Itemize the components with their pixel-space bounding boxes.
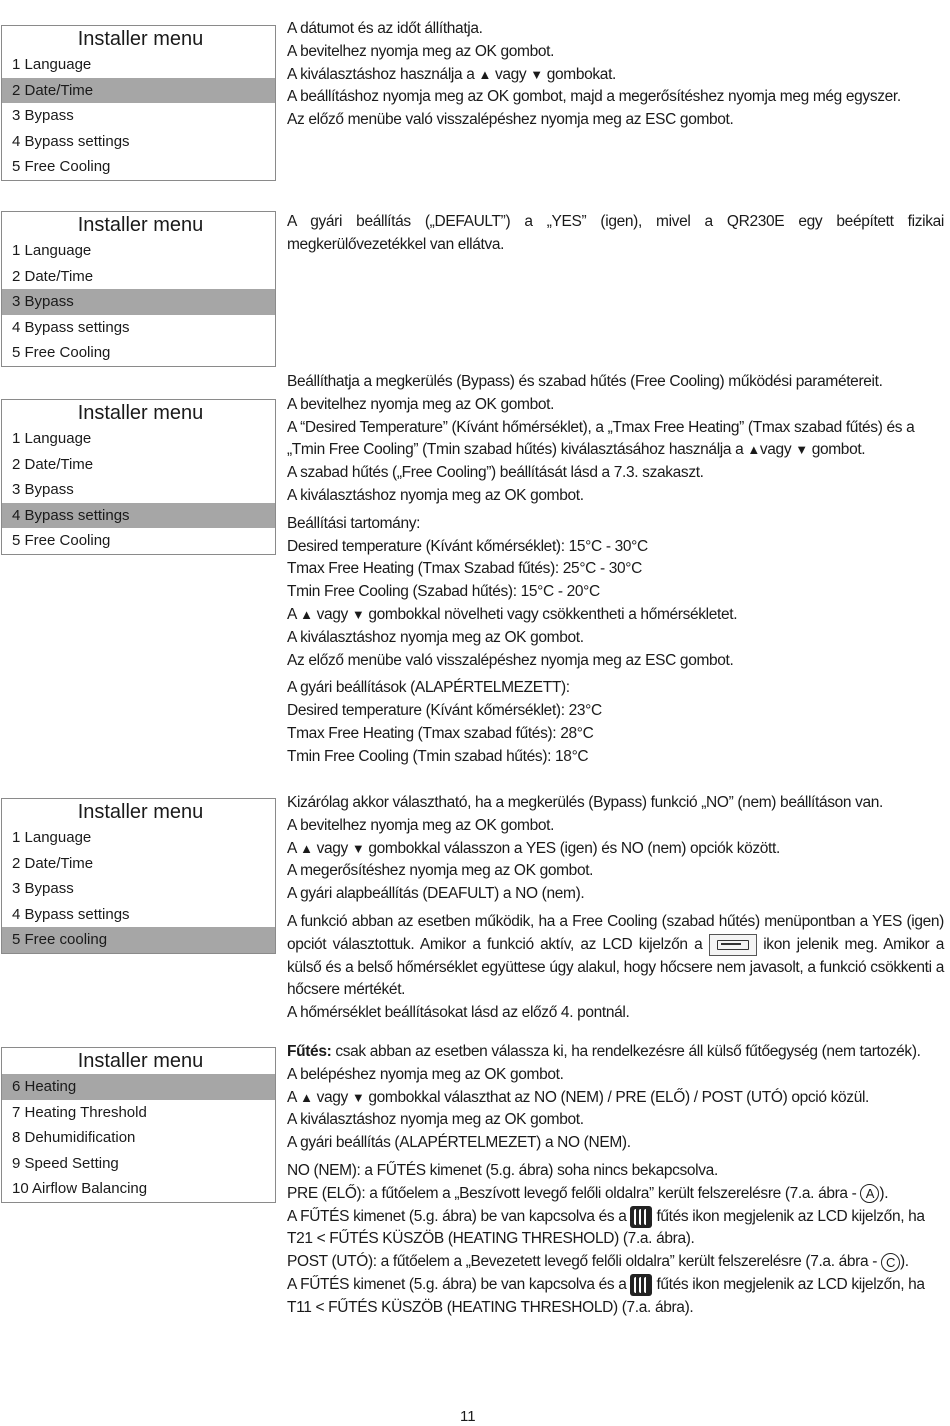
- text-line: Tmin Free Cooling (Tmin szabad hűtés): 18°C: [287, 747, 589, 765]
- menu-item-language: 1 Language: [12, 430, 92, 447]
- section-bypass-settings-text: [287, 371, 944, 769]
- text-line: A belépéshez nyomja meg az OK gombot.: [287, 1065, 564, 1083]
- text-line: A kiválasztáshoz nyomja meg az OK gombot.: [287, 628, 584, 646]
- text-line: A bevitelhez nyomja meg az OK gombot.: [287, 42, 555, 60]
- menu-item-free-cooling: 5 Free Cooling: [12, 158, 111, 176]
- section-heating-text: [287, 1041, 944, 1320]
- menu-item-bypass-settings: 4 Bypass settings: [2, 503, 275, 529]
- text-line: A ▲ vagy ▼ gombokkal növelheti vagy csökkentheti a hőmérsékletet.: [287, 605, 738, 623]
- text-line: Az előző menübe való visszalépéshez nyomja meg az ESC gombot.: [287, 111, 734, 129]
- down-arrow-icon: ▼: [351, 606, 365, 622]
- menu-item-bypass-settings: 4 Bypass settings: [12, 318, 130, 336]
- text-line: A szabad hűtés („Free Cooling”) beállítását lásd a 7.3. szakaszt.: [287, 464, 704, 482]
- text-line: Kizárólag akkor választható, ha a megkerülés (Bypass) funkció „NO” (nem) beállításon van.: [287, 794, 884, 811]
- down-arrow-icon: ▼: [351, 840, 365, 856]
- menu-title: Installer menu: [77, 1050, 204, 1072]
- text-line: Tmin Free Cooling (Szabad hűtés): 15°C - 20°C: [287, 583, 600, 601]
- text-line: A gyári beállítás (ALAPÉRTELMEZET) a NO (NEM).: [287, 1134, 631, 1152]
- menu-item-language: 1 Language: [12, 829, 92, 846]
- text-line: PRE (ELŐ): a fűtőelem a „Beszívott levegő felőli oldalra” került felszerelésre (7.a. ábra - A ).: [287, 1184, 889, 1202]
- menu-item-language: 1 Language: [12, 56, 92, 73]
- text-line: A kiválasztáshoz nyomja meg az OK gombot.: [287, 486, 584, 504]
- menu-item-heating: 6 Heating: [2, 1074, 275, 1100]
- text-line: A hőmérséklet beállításokat lásd az előző 4. pontnál.: [287, 1004, 630, 1022]
- heating-heading: Fűtés:: [287, 1043, 332, 1060]
- menu-item-date-time: 2 Date/Time: [12, 455, 94, 473]
- text-line: A FŰTÉS kimenet (5.g. ábra) be van kapcsolva és a fűtés ikon megjelenik az LCD kijelzőn, ha T21 < FŰTÉS KÜSZÖB (HEATING THRESHOLD) (7.a. ábra).: [287, 1206, 944, 1252]
- text-line: A FŰTÉS kimenet (5.g. ábra) be van kapcsolva és a fűtés ikon megjelenik az LCD kijelzőn, ha T11 < FŰTÉS KÜSZÖB (HEATING THRESHOLD) (7.a. ábra).: [287, 1274, 944, 1320]
- text-line: A kiválasztáshoz nyomja meg az OK gombot.: [287, 1111, 584, 1129]
- text-line: A bevitelhez nyomja meg az OK gombot.: [287, 395, 555, 413]
- menu-title: Installer menu: [77, 801, 204, 823]
- menu-item-airflow-balancing: 10 Airflow Balancing: [12, 1180, 148, 1198]
- menu-item-bypass: 3 Bypass: [12, 481, 74, 499]
- menu-item-free-cooling: 5 Free Cooling: [12, 344, 111, 362]
- up-arrow-icon: ▲: [300, 606, 313, 622]
- up-arrow-icon: ▲: [300, 1089, 313, 1105]
- text-line: A dátumot és az időt állíthatja.: [287, 20, 483, 37]
- up-arrow-icon: ▲: [300, 840, 313, 856]
- menu-title: Installer menu: [77, 214, 204, 236]
- menu-item-heating-threshold: 7 Heating Threshold: [12, 1103, 147, 1121]
- up-arrow-icon: ▲: [478, 66, 491, 82]
- text-paragraph: A gyári beállítás („DEFAULT”) a „YES” (igen), mivel a QR230E egy beépített fizikai megkerülővezetékkel van ellátva.: [287, 213, 944, 253]
- text-line: Beállítási tartomány:: [287, 514, 421, 532]
- text-line: NO (NEM): a FŰTÉS kimenet (5.g. ábra) soha nincs bekapcsolva.: [287, 1161, 718, 1179]
- section-bypass-text: [287, 211, 944, 257]
- installer-menu-3: [1, 399, 276, 555]
- section-date-time-text: [287, 18, 944, 132]
- menu-title: Installer menu: [77, 402, 204, 424]
- text-line: A ▲ vagy ▼ gombokkal választhat az NO (NEM) / PRE (ELŐ) / POST (UTÓ) opció közül.: [287, 1088, 870, 1106]
- text-line: Tmax Free Heating (Tmax szabad fűtés): 28°C: [287, 724, 594, 742]
- text-line: A “Desired Temperature” (Kívánt hőmérséklet), a „Tmax Free Heating” (Tmax szabad fűtés) és a „Tmin Free Cooling” (Tmin szabad hűtés) kiválasztásához használja a ▲vagy ▼ gombot.: [287, 418, 915, 459]
- down-arrow-icon: ▼: [530, 66, 543, 82]
- up-arrow-icon: ▲: [747, 442, 760, 458]
- heating-icon: [630, 1274, 652, 1296]
- menu-item-speed-setting: 9 Speed Setting: [12, 1154, 119, 1172]
- text-line: POST (UTÓ): a fűtőelem a „Bevezetett levegő felőli oldalra” került felszerelésre (7.a. ábra - C ).: [287, 1253, 909, 1271]
- menu-item-bypass-settings: 4 Bypass settings: [12, 132, 130, 150]
- menu-item-date-time: 2 Date/Time: [2, 78, 275, 104]
- free-cooling-icon: [709, 934, 757, 956]
- down-arrow-icon: ▼: [795, 442, 808, 458]
- menu-item-bypass-settings: 4 Bypass settings: [12, 905, 130, 923]
- menu-item-bypass: 3 Bypass: [2, 289, 275, 315]
- page-number: 11: [460, 1408, 476, 1425]
- text-line: A bevitelhez nyomja meg az OK gombot.: [287, 816, 555, 834]
- text-line: A kiválasztáshoz használja a ▲ vagy ▼ gombokat.: [287, 65, 616, 83]
- text-line: A ▲ vagy ▼ gombokkal válasszon a YES (igen) és NO (nem) opciók között.: [287, 839, 780, 857]
- circled-c-icon: C: [881, 1253, 900, 1272]
- menu-item-date-time: 2 Date/Time: [12, 854, 94, 872]
- menu-item-free-cooling: 5 Free Cooling: [12, 532, 111, 550]
- menu-item-free-cooling: 5 Free cooling: [2, 927, 275, 953]
- menu-item-date-time: 2 Date/Time: [12, 267, 94, 285]
- circled-a-icon: A: [860, 1184, 879, 1203]
- text-line: A beállításhoz nyomja meg az OK gombot, majd a megerősítéshez nyomja meg még egyszer.: [287, 88, 901, 106]
- text-line: Az előző menübe való visszalépéshez nyomja meg az ESC gombot.: [287, 651, 734, 669]
- installer-menu-2: [1, 211, 276, 367]
- text-line: A gyári beállítások (ALAPÉRTELMEZETT):: [287, 679, 570, 697]
- text-line: Desired temperature (Kívánt kőmérséklet): 15°C - 30°C: [287, 537, 648, 555]
- installer-menu-1: [1, 25, 276, 181]
- installer-menu-5: [1, 1047, 276, 1203]
- text-line: Fűtés: csak abban az esetben válassza ki, ha rendelkezésre áll külső fűtőegység (nem tartozék).: [287, 1043, 921, 1060]
- menu-item-language: 1 Language: [12, 242, 92, 259]
- text-line: Beállíthatja a megkerülés (Bypass) és szabad hűtés (Free Cooling) működési paramétereit.: [287, 373, 883, 390]
- installer-menu-4: [1, 798, 276, 954]
- heating-icon: [630, 1206, 652, 1228]
- text-line: A gyári alapbeállítás (DEAFULT) a NO (nem).: [287, 885, 585, 903]
- text-line: Desired temperature (Kívánt kőmérséklet): 23°C: [287, 702, 602, 720]
- menu-item-bypass: 3 Bypass: [12, 107, 74, 125]
- text-paragraph: A funkció abban az esetben működik, ha a Free Cooling (szabad hűtés) menüpontban a YES (igen) opciót választottuk. Amikor a funkció aktív, az LCD kijelzőn a ikon jelenik meg. Amikor a külső és a belső hőmérséklet együttese úgy alakul, hogy hőcsere nem javasolt, a funkció csökkenti a hőcsere mértékét.: [287, 912, 944, 999]
- text-line: Tmax Free Heating (Tmax Szabad fűtés): 25°C - 30°C: [287, 560, 642, 578]
- menu-item-bypass: 3 Bypass: [12, 880, 74, 898]
- menu-title: Installer menu: [77, 28, 204, 50]
- section-free-cooling-text: [287, 792, 944, 1025]
- text-line: A megerősítéshez nyomja meg az OK gombot.: [287, 862, 594, 880]
- down-arrow-icon: ▼: [351, 1089, 365, 1105]
- menu-item-dehumidification: 8 Dehumidification: [12, 1129, 136, 1147]
